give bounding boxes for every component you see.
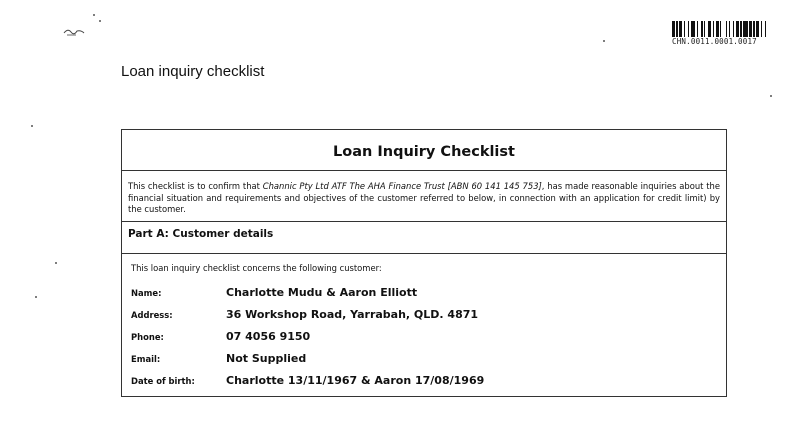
field-value: Charlotte 13/11/1967 & Aaron 17/08/1969 xyxy=(226,374,485,387)
field-phone xyxy=(131,330,721,346)
scan-speck xyxy=(603,40,605,42)
field-value: 07 4056 9150 xyxy=(226,330,311,343)
field-value: Not Supplied xyxy=(226,352,307,365)
field-label: Address: xyxy=(131,310,173,320)
scan-speck xyxy=(31,125,33,127)
page-heading: Loan inquiry checklist xyxy=(121,63,265,80)
field-label: Phone: xyxy=(131,332,164,342)
form-title-row xyxy=(122,130,726,171)
intro-text-start: This checklist is to confirm that xyxy=(128,181,263,191)
field-name xyxy=(131,286,721,302)
field-value: 36 Workshop Road, Yarrabah, QLD. 4871 xyxy=(226,308,479,321)
barcode-bar xyxy=(766,21,767,37)
section-a-heading: Part A: Customer details xyxy=(122,222,726,254)
field-email xyxy=(131,352,721,368)
concerns-text: This loan inquiry checklist concerns the following customer: xyxy=(131,263,382,273)
field-label: Email: xyxy=(131,354,161,364)
intro-text-end: , has made reasonable inquiries about the financial situation and requirements and objectives of the customer referred to below, in connection with an application for credit limit) by the customer. xyxy=(128,181,721,214)
handwritten-mark xyxy=(62,24,88,38)
lender-entity: Channic Pty Ltd ATF The AHA Finance Trust [ABN 60 141 145 753] xyxy=(262,181,542,191)
field-date-of-birth xyxy=(131,374,721,390)
form-title: Loan Inquiry Checklist xyxy=(333,144,515,160)
checklist-form xyxy=(121,129,727,397)
field-label: Date of birth: xyxy=(131,376,195,386)
scan-speck xyxy=(35,296,37,298)
barcode-number: CHN.0011.0001.0017 xyxy=(672,37,757,46)
scan-speck xyxy=(55,262,57,264)
field-label: Name: xyxy=(131,288,162,298)
field-value: Charlotte Mudu & Aaron Elliott xyxy=(226,286,418,299)
scan-speck xyxy=(770,95,772,97)
field-address xyxy=(131,308,721,324)
barcode xyxy=(672,21,768,37)
intro-paragraph xyxy=(122,171,726,222)
scan-speck xyxy=(99,20,101,22)
scan-speck xyxy=(93,14,95,16)
